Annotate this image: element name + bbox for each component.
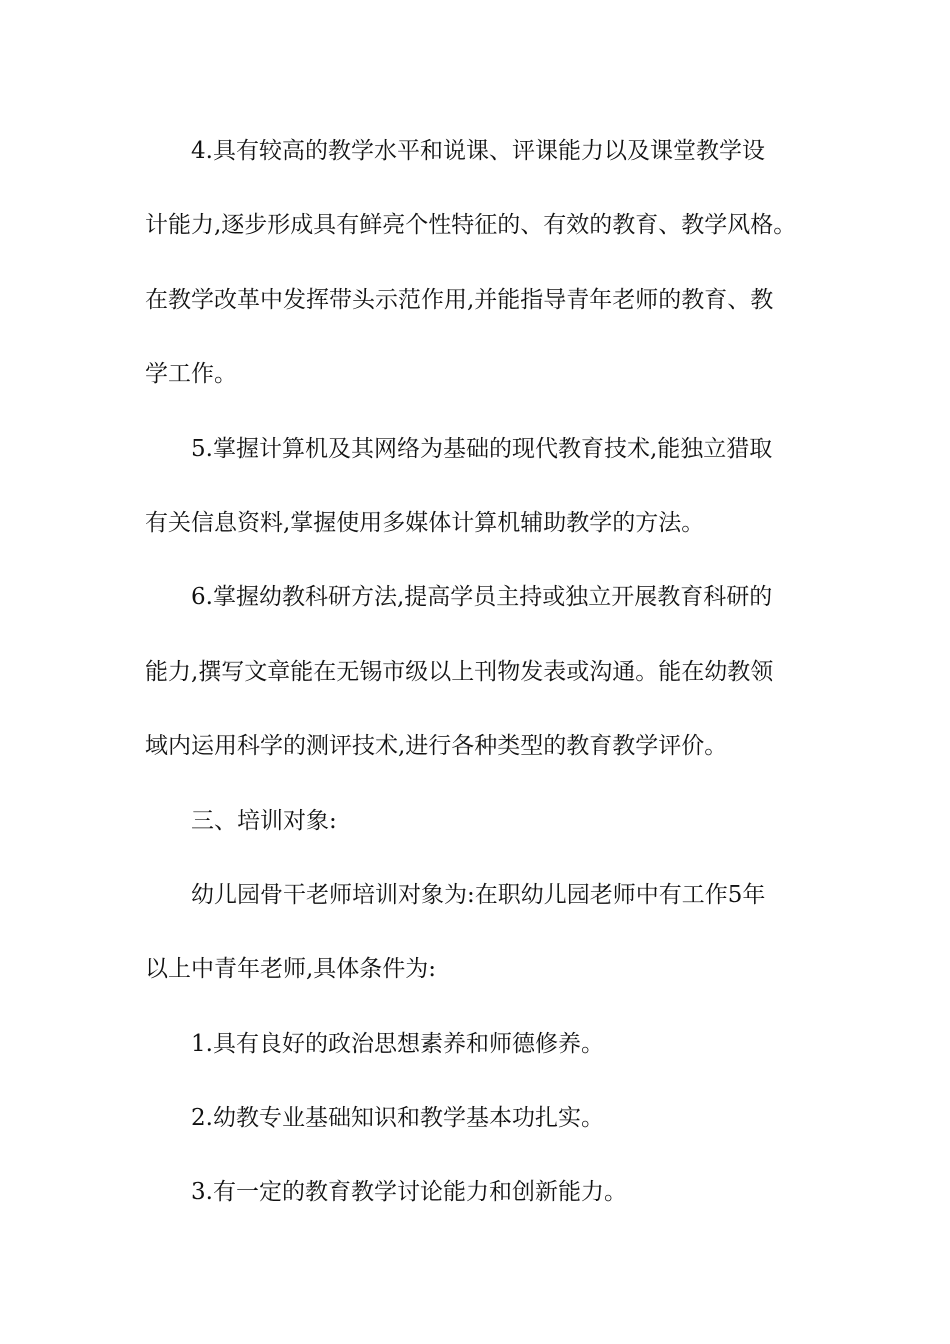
section-heading: 三、培训对象: [191, 807, 337, 834]
line-6: 有关信息资料,掌握使用多媒体计算机辅助教学的方法。 [145, 509, 705, 536]
line-12: 以上中青年老师,具体条件为: [145, 956, 437, 983]
line-5: 5.掌握计算机及其网络为基础的现代教育技术,能独立猎取 [191, 435, 773, 462]
line-15: 3.有一定的教育教学讨论能力和创新能力。 [191, 1179, 627, 1206]
line-14: 2.幼教专业基础知识和教学基本功扎实。 [191, 1105, 604, 1132]
line-9: 域内运用科学的测评技术,进行各种类型的教育教学评价。 [145, 733, 728, 760]
line-13: 1.具有良好的政治思想素养和师德修养。 [191, 1030, 604, 1057]
line-1: 4.具有较高的教学水平和说课、评课能力以及课堂教学设 [191, 138, 765, 164]
line-3: 在教学改革中发挥带头示范作用,并能指导青年老师的教育、教 [145, 286, 774, 313]
line-8: 能力,撰写文章能在无锡市级以上刊物发表或沟通。能在幼教领 [145, 658, 774, 685]
line-7: 6.掌握幼教科研方法,提高学员主持或独立开展教育科研的 [191, 584, 773, 611]
line-2: 计能力,逐步形成具有鲜亮个性特征的、有效的教育、教学风格。 [145, 212, 797, 239]
line-11: 幼儿园骨干老师培训对象为:在职幼儿园老师中有工作5年 [191, 881, 766, 908]
document-body [145, 126, 825, 1242]
line-4: 学工作。 [145, 361, 237, 388]
